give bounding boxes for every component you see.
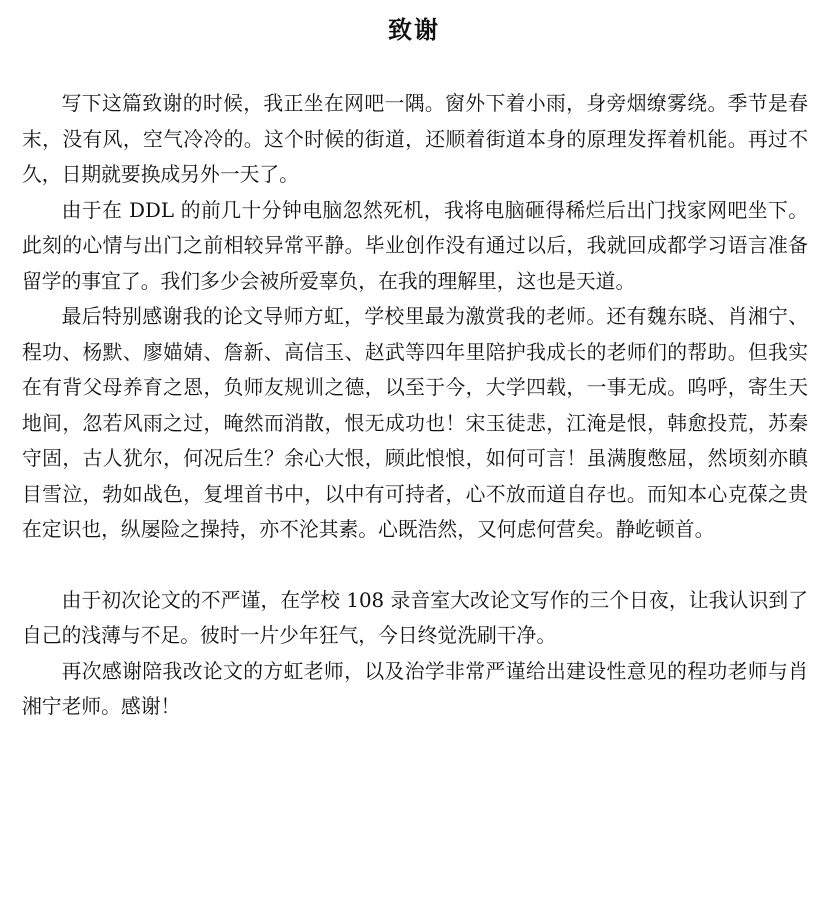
paragraph-gap bbox=[22, 548, 808, 583]
paragraph-final-thanks: 再次感谢陪我改论文的方虹老师，以及治学非常严谨给出建设性意见的程功老师与肖湘宁老师。感谢！ bbox=[22, 659, 808, 718]
document-title: 致谢 bbox=[388, 16, 440, 44]
paragraph-revision: 由于初次论文的不严谨，在学校 108 录音室大改论文写作的三个日夜，让我认识到了自己的浅薄与不足。彼时一片少年狂气，今日终觉洗刷干净。 bbox=[22, 588, 808, 647]
paragraph-thanks-teachers: 最后特别感谢我的论文导师方虹，学校里最为激赏我的老师。还有魏东晓、肖湘宁、程功、杨默、廖媌婧、詹新、高信玉、赵武等四年里陪护我成长的老师们的帮助。但我实在有背父母养育之恩，负师友规训之德，以至于今，大学四载，一事无成。呜呼，寄生天地间，忽若风雨之过，晻然而消散，恨无成功也！宋玉徒悲，江淹是恨，韩愈投荒，苏秦守固，古人犹尔，何况后生？余心大恨，顾此悢悢，如何可言！虽满腹憋屈，然顷刻亦瞋目雪泣，勃如战色，复埋首书中，以中有可持者，心不放而道自存也。而知本心克葆之贵在定识也，纵屡险之操持，亦不沦其素。心既浩然，又何虑何营矣。静屹顿首。 bbox=[22, 305, 808, 541]
paragraph-writing-scene: 写下这篇致谢的时候，我正坐在网吧一隅。窗外下着小雨，身旁烟缭雾绕。季节是春末，没有风，空气冷冷的。这个时候的街道，还顺着街道本身的原理发挥着机能。再过不久，日期就要换成另外一天了。 bbox=[22, 92, 808, 186]
paragraph-deadline: 由于在 DDL 的前几十分钟电脑忽然死机，我将电脑砸得稀烂后出门找家网吧坐下。此刻的心情与出门之前相较异常平静。毕业创作没有通过以后，我就回成都学习语言准备留学的事宜了。我们多少会被所爱辜负，在我的理解里，这也是天道。 bbox=[22, 198, 808, 293]
document-body bbox=[22, 86, 808, 725]
